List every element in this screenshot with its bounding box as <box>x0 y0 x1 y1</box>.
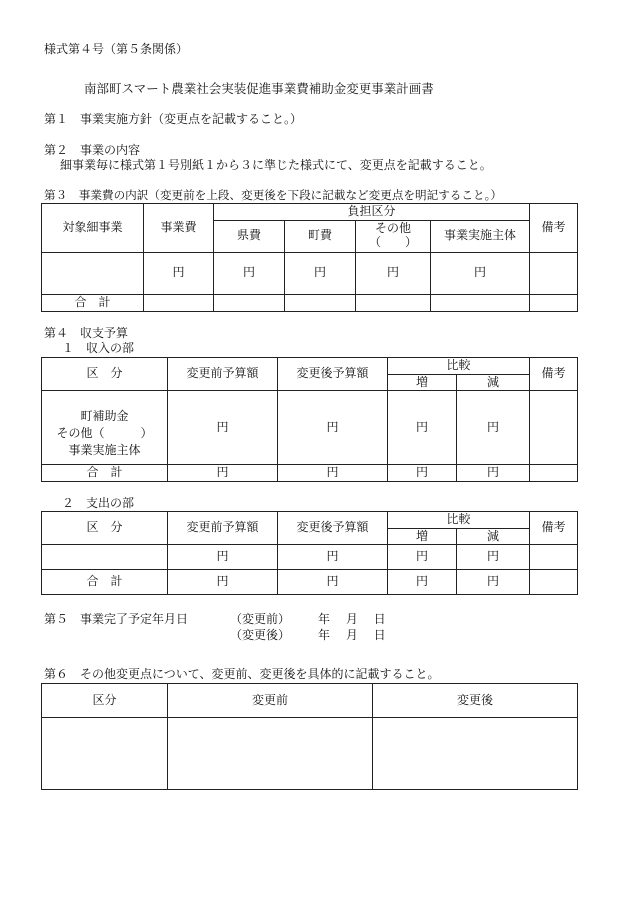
header-comparison: 比較 <box>388 512 530 529</box>
header-increase: 増 <box>388 528 457 545</box>
completion-after-date: 年 月 日 <box>318 628 386 642</box>
header-category: 区 分 <box>42 512 168 545</box>
cell-remarks <box>530 252 578 294</box>
header-project-cost: 事業費 <box>144 204 214 253</box>
header-remarks: 備考 <box>530 358 578 391</box>
cell-pref: 円 <box>214 252 285 294</box>
header-category: 区 分 <box>42 358 168 391</box>
section5-heading: 第５ 事業完了予定年月日 <box>44 612 189 626</box>
expense-heading: ２ 支出の部 <box>62 496 135 510</box>
header-remarks: 備考 <box>530 204 578 253</box>
completion-before-label: （変更前） <box>230 612 291 626</box>
header-decrease: 減 <box>457 528 530 545</box>
income-town-subsidy: 町補助金 <box>80 408 129 423</box>
header-target-subproject: 対象細事業 <box>42 204 144 253</box>
total-label: 合 計 <box>42 570 168 595</box>
income-table <box>41 357 578 482</box>
header-category: 区分 <box>42 684 168 718</box>
section1-heading: 第１ 事業実施方針（変更点を記載すること。） <box>44 112 303 126</box>
other-changes-table <box>41 683 578 790</box>
cell-cost: 円 <box>144 252 214 294</box>
total-row: 合 計 円 円 円 円 <box>42 570 578 595</box>
cell-decrease: 円 <box>457 391 530 465</box>
cell-town: 円 <box>285 252 356 294</box>
table-row <box>42 718 578 790</box>
header-before: 変更前 <box>168 684 373 718</box>
income-categories <box>42 391 168 465</box>
section3-heading: 第３ 事業費の内訳（変更前を上段、変更後を下段に記載など変更点を明記すること。） <box>44 188 502 202</box>
section2-heading: 第２ 事業の内容 <box>44 143 141 157</box>
cell-operator: 円 <box>431 252 530 294</box>
header-decrease: 減 <box>457 374 530 391</box>
header-burden-category: 負担区分 <box>214 204 530 221</box>
income-heading: １ 収入の部 <box>62 341 135 355</box>
cell-after: 円 <box>278 391 388 465</box>
header-after-budget: 変更後予算額 <box>278 512 388 545</box>
total-label: 合 計 <box>42 465 168 482</box>
expense-table <box>41 511 578 595</box>
completion-before-date: 年 月 日 <box>318 612 386 626</box>
header-after: 変更後 <box>373 684 578 718</box>
header-other-paren: （ ） <box>368 235 417 250</box>
header-comparison: 比較 <box>388 358 530 375</box>
income-operator: 事業実施主体 <box>68 443 141 458</box>
table-row <box>42 391 578 465</box>
section6-heading: 第６ その他変更点について、変更前、変更後を具体的に記載すること。 <box>44 667 440 681</box>
income-other: その他（ ） <box>56 425 153 440</box>
header-other-cost <box>356 220 431 252</box>
total-row: 合 計 円 円 円 円 <box>42 465 578 482</box>
total-row <box>42 294 578 311</box>
table-row: 円 円 円 円 <box>42 545 578 570</box>
section2-body: 細事業毎に様式第１号別紙１から３に準じた様式にて、変更点を記載すること。 <box>60 158 492 172</box>
cost-breakdown-table <box>41 203 578 312</box>
section4-heading: 第４ 収支予算 <box>44 326 129 340</box>
header-remarks: 備考 <box>530 512 578 545</box>
cell-target <box>42 252 144 294</box>
header-prefecture-cost: 県費 <box>214 220 285 252</box>
cell-increase: 円 <box>388 391 457 465</box>
header-other-label: その他 <box>374 221 411 236</box>
cell-before: 円 <box>168 391 278 465</box>
header-operator: 事業実施主体 <box>431 220 530 252</box>
cell-remarks <box>530 391 578 465</box>
header-before-budget: 変更前予算額 <box>168 358 278 391</box>
table-row <box>42 252 578 294</box>
header-town-cost: 町費 <box>285 220 356 252</box>
completion-after-label: （変更後） <box>230 628 291 642</box>
header-increase: 増 <box>388 374 457 391</box>
form-number: 様式第４号（第５条関係） <box>44 42 189 56</box>
cell-other: 円 <box>356 252 431 294</box>
total-label: 合 計 <box>42 294 144 311</box>
header-after-budget: 変更後予算額 <box>278 358 388 391</box>
header-before-budget: 変更前予算額 <box>168 512 278 545</box>
document-title: 南部町スマート農業社会実装促進事業費補助金変更事業計画書 <box>84 81 434 96</box>
